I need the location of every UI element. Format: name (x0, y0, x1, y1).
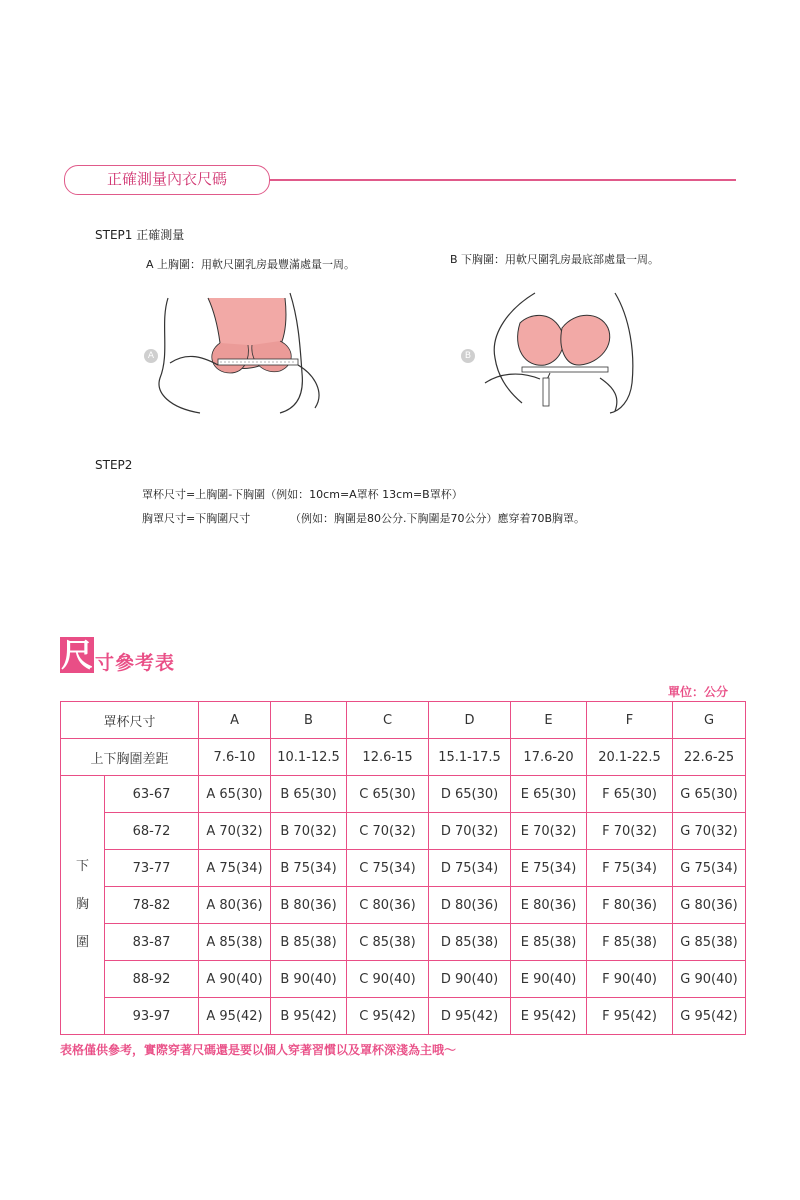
cup-letter: F (587, 702, 673, 739)
table-note: 表格僅供參考，實際穿著尺碼還是要以個人穿著習慣以及罩杯深淺為主哦～ (60, 1043, 457, 1057)
under-bust-char: 圍 (75, 934, 89, 950)
size-cell: C 95(42) (347, 998, 429, 1035)
size-cell: B 85(38) (271, 924, 347, 961)
size-cell: E 85(38) (511, 924, 587, 961)
cup-letter: E (511, 702, 587, 739)
size-cell: D 80(36) (429, 887, 511, 924)
difference-range: 10.1-12.5 (271, 739, 347, 776)
size-cell: E 80(36) (511, 887, 587, 924)
size-cell: B 90(40) (271, 961, 347, 998)
marker-a: A (144, 349, 158, 363)
cup-letter: C (347, 702, 429, 739)
unit-label: 單位：公分 (668, 685, 729, 699)
size-cell: G 90(40) (673, 961, 746, 998)
table-title-first-char: 尺 (60, 636, 93, 674)
size-cell: G 65(30) (673, 776, 746, 813)
difference-range: 7.6-10 (199, 739, 271, 776)
cup-header-row (61, 702, 746, 739)
section-divider-line (270, 179, 736, 181)
section-title: 正確測量內衣尺碼 (64, 165, 270, 195)
caption-under-bust: B 下胸圍：用軟尺圍乳房最底部處量一周。 (450, 253, 660, 266)
size-cell: G 85(38) (673, 924, 746, 961)
size-cell: E 75(34) (511, 850, 587, 887)
size-cell: G 70(32) (673, 813, 746, 850)
under-bust-range: 63-67 (105, 776, 199, 813)
size-cell: A 85(38) (199, 924, 271, 961)
difference-range: 22.6-25 (673, 739, 746, 776)
under-bust-range: 83-87 (105, 924, 199, 961)
size-cell: F 80(36) (587, 887, 673, 924)
size-cell: B 65(30) (271, 776, 347, 813)
table-row (61, 813, 746, 850)
difference-range: 12.6-15 (347, 739, 429, 776)
marker-b: B (461, 349, 475, 363)
cup-letter: A (199, 702, 271, 739)
under-bust-range: 78-82 (105, 887, 199, 924)
difference-range: 17.6-20 (511, 739, 587, 776)
size-cell: C 75(34) (347, 850, 429, 887)
table-title: 寸參考表 (95, 652, 176, 674)
upper-bust-illustration (130, 283, 330, 418)
size-cell: C 85(38) (347, 924, 429, 961)
size-cell: B 75(34) (271, 850, 347, 887)
step1-label: STEP1 正確測量 (95, 228, 185, 242)
cup-letter: G (673, 702, 746, 739)
under-bust-range: 88-92 (105, 961, 199, 998)
size-cell: F 70(32) (587, 813, 673, 850)
under-bust-header (61, 776, 105, 1035)
cup-size-header: 罩杯尺寸 (61, 702, 199, 739)
size-cell: A 75(34) (199, 850, 271, 887)
size-cell: D 90(40) (429, 961, 511, 998)
size-cell: D 75(34) (429, 850, 511, 887)
band-size-example: （例如：胸圍是80公分.下胸圍是70公分）應穿着70B胸罩。 (290, 512, 586, 525)
under-bust-range: 73-77 (105, 850, 199, 887)
size-cell: C 70(32) (347, 813, 429, 850)
cup-letter: D (429, 702, 511, 739)
size-cell: F 65(30) (587, 776, 673, 813)
size-cell: F 95(42) (587, 998, 673, 1035)
under-bust-range: 68-72 (105, 813, 199, 850)
size-cell: B 95(42) (271, 998, 347, 1035)
size-cell: C 90(40) (347, 961, 429, 998)
size-cell: D 95(42) (429, 998, 511, 1035)
size-cell: E 90(40) (511, 961, 587, 998)
difference-header: 上下胸圍差距 (61, 739, 199, 776)
difference-range: 20.1-22.5 (587, 739, 673, 776)
under-bust-char: 胸 (75, 897, 89, 913)
cup-size-formula: 罩杯尺寸=上胸圍-下胸圍（例如：10cm=A罩杯 13cm=B罩杯） (142, 488, 463, 501)
size-cell: D 70(32) (429, 813, 511, 850)
size-cell: E 70(32) (511, 813, 587, 850)
size-cell: A 80(36) (199, 887, 271, 924)
size-cell: F 85(38) (587, 924, 673, 961)
table-row (61, 924, 746, 961)
size-cell: A 65(30) (199, 776, 271, 813)
caption-upper-bust: A 上胸圍：用軟尺圍乳房最豐滿處量一周。 (146, 258, 356, 271)
table-row (61, 887, 746, 924)
under-bust-char: 下 (75, 859, 89, 875)
size-cell: A 90(40) (199, 961, 271, 998)
difference-row (61, 739, 746, 776)
size-cell: D 65(30) (429, 776, 511, 813)
size-cell: A 95(42) (199, 998, 271, 1035)
size-cell: D 85(38) (429, 924, 511, 961)
size-cell: E 65(30) (511, 776, 587, 813)
size-cell: B 70(32) (271, 813, 347, 850)
size-cell: G 95(42) (673, 998, 746, 1035)
size-reference-table (60, 701, 746, 1035)
table-row (61, 776, 746, 813)
step2-label: STEP2 (95, 458, 133, 472)
table-row (61, 998, 746, 1035)
size-cell: F 75(34) (587, 850, 673, 887)
band-size-formula: 胸罩尺寸=下胸圍尺寸 (142, 512, 251, 525)
cup-letter: B (271, 702, 347, 739)
size-cell: A 70(32) (199, 813, 271, 850)
size-cell: C 65(30) (347, 776, 429, 813)
table-row (61, 850, 746, 887)
size-cell: F 90(40) (587, 961, 673, 998)
under-bust-range: 93-97 (105, 998, 199, 1035)
size-cell: C 80(36) (347, 887, 429, 924)
under-bust-illustration (450, 283, 650, 418)
size-cell: E 95(42) (511, 998, 587, 1035)
table-row (61, 961, 746, 998)
size-cell: G 80(36) (673, 887, 746, 924)
difference-range: 15.1-17.5 (429, 739, 511, 776)
size-cell: G 75(34) (673, 850, 746, 887)
size-cell: B 80(36) (271, 887, 347, 924)
